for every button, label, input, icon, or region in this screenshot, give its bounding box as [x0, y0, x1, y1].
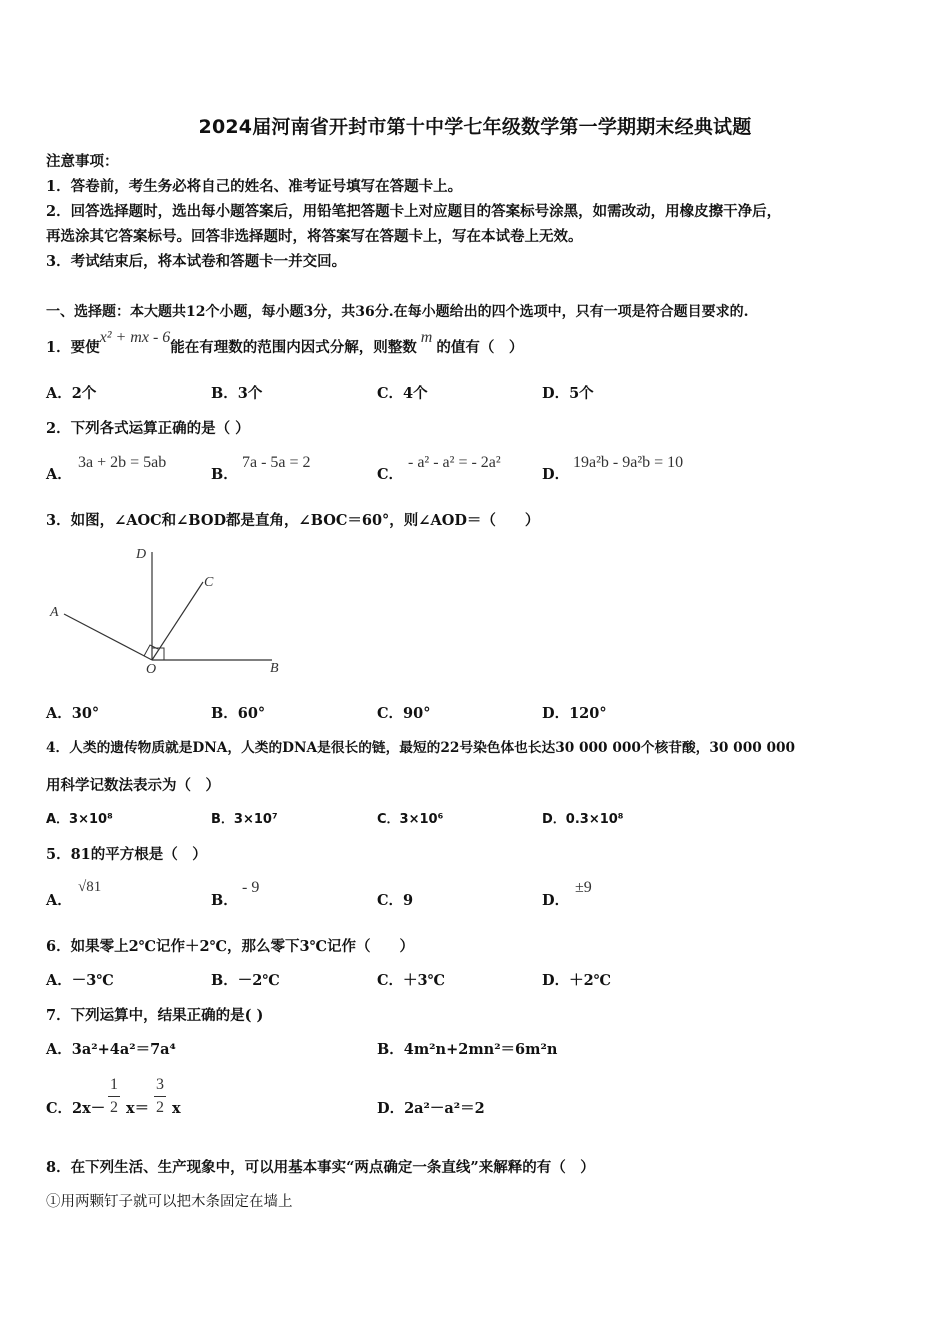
label-a: A	[50, 605, 59, 620]
q5-option-c: C．9	[377, 892, 414, 909]
q3-option-c: C．90°	[377, 705, 431, 722]
q7-option-c-mid: x＝	[126, 1100, 150, 1117]
q2-option-b-label: B．	[211, 466, 238, 483]
notice-heading: 注意事项：	[46, 153, 119, 170]
page-title: 2024届河南省开封市第十中学七年级数学第一学期期末经典试题	[198, 116, 752, 138]
q1-option-d: D．5个	[542, 385, 594, 402]
q5-option-d-label: D．	[542, 892, 570, 909]
q6-stem: 6．如果零上2℃记作＋2℃，那么零下3℃记作（ ）	[46, 938, 414, 955]
q4-stem-line2: 用科学记数法表示为（ ）	[46, 777, 220, 794]
ray-oa	[64, 614, 152, 660]
q4-stem-line1: 4．人类的遗传物质就是DNA，人类的DNA是很长的链，最短的22号染色体也长达30 000 000个核苷酸，30 000 000	[46, 740, 796, 756]
q5-option-d: ±9	[575, 879, 592, 896]
section-heading: 一、选择题：本大题共12个小题，每小题3分，共36分.在每小题给出的四个选项中，只有一项是符合题目要求的.	[46, 304, 749, 320]
q1-option-a: A．2个	[46, 385, 97, 402]
label-b: B	[270, 661, 279, 676]
q1-pre: 1．要使	[46, 339, 100, 356]
q7-option-c-fraction-1	[108, 1076, 120, 1117]
q7-option-b: B．4m²n+2mn²＝6m²n	[377, 1041, 558, 1058]
q1-option-c: C．4个	[377, 385, 428, 402]
q7-frac1-num: 1	[110, 1076, 118, 1093]
label-c: C	[204, 575, 214, 590]
q4-option-a: A．3×10⁸	[46, 812, 113, 827]
q5-stem: 5．81的平方根是（ ）	[46, 846, 207, 863]
label-o: O	[146, 662, 157, 677]
q7-option-c-post: x	[172, 1100, 181, 1117]
q2-option-a: 3a + 2b = 5ab	[78, 454, 167, 471]
q2-option-c: - a² - a² = - 2a²	[408, 454, 501, 471]
q1-mid: 能在有理数的范围内因式分解，则整数	[170, 339, 417, 356]
q4-option-c: C．3×10⁶	[377, 812, 444, 827]
q5-option-a-label: A．	[46, 892, 72, 909]
q1-post: 的值有（ ）	[436, 339, 524, 356]
q4-option-b: B．3×10⁷	[211, 812, 278, 827]
q3-stem: 3．如图，∠AOC和∠BOD都是直角，∠BOC＝60°，则∠AOD＝（ ）	[46, 512, 540, 529]
q6-option-d: D．＋2℃	[542, 972, 612, 989]
q7-frac2-den: 2	[156, 1099, 164, 1116]
q7-frac2-bar	[154, 1096, 166, 1097]
q5-option-b: - 9	[242, 879, 260, 896]
q1-expr: x² + mx - 6	[99, 329, 171, 346]
q7-frac1-den: 2	[110, 1099, 118, 1116]
q8-stem: 8．在下列生活、生产现象中，可以用基本事实“两点确定一条直线”来解释的有（ ）	[46, 1159, 595, 1176]
q2-option-b: 7a - 5a = 2	[242, 454, 311, 471]
notice-item-2a: 2．回答选择题时，选出每小题答案后，用铅笔把答题卡上对应题目的答案标号涂黑，如需改动，用橡皮擦干净后，	[46, 203, 782, 220]
q7-option-c-fraction-2	[154, 1076, 166, 1117]
q3-option-a: A．30°	[46, 705, 100, 722]
q7-option-a: A．3a²+4a²＝7a⁴	[46, 1041, 176, 1058]
q2-option-a-label: A．	[46, 466, 72, 483]
q2-option-d: 19a²b - 9a²b = 10	[573, 454, 684, 471]
q3-option-b: B．60°	[211, 705, 266, 722]
q6-option-c: C．＋3℃	[377, 972, 446, 989]
q7-frac2-num: 3	[156, 1076, 164, 1093]
q1-option-b: B．3个	[211, 385, 263, 402]
notice-item-2b: 再选涂其它答案标号。回答非选择题时，将答案写在答题卡上，写在本试卷上无效。	[46, 228, 583, 245]
q5-option-b-label: B．	[211, 892, 238, 909]
q8-item-1: ①用两颗钉子就可以把木条固定在墙上	[46, 1194, 293, 1210]
q1-var: m	[420, 329, 433, 346]
notice-item-3: 3．考试结束后，将本试卷和答题卡一并交回。	[46, 253, 347, 270]
notice-item-1: 1．答卷前，考生务必将自己的姓名、准考证号填写在答题卡上。	[46, 178, 463, 195]
label-d: D	[136, 547, 147, 562]
q4-option-d: D．0.3×10⁸	[542, 812, 624, 827]
q6-option-b: B．－2℃	[211, 972, 280, 989]
q2-option-c-label: C．	[377, 466, 404, 483]
q7-option-d: D．2a²－a²＝2	[377, 1100, 485, 1117]
q7-stem: 7．下列运算中，结果正确的是( )	[46, 1007, 264, 1024]
q3-option-d: D．120°	[542, 705, 607, 722]
q5-option-a: √81	[78, 879, 102, 895]
q2-option-d-label: D．	[542, 466, 570, 483]
q1-stem	[46, 329, 524, 358]
q3-angle-figure	[40, 540, 300, 690]
q2-stem: 2．下列各式运算正确的是（ ）	[46, 420, 250, 437]
q7-frac1-bar	[108, 1096, 120, 1097]
q6-option-a: A．－3℃	[46, 972, 114, 989]
q7-option-c-pre: C．2x－	[46, 1100, 106, 1117]
